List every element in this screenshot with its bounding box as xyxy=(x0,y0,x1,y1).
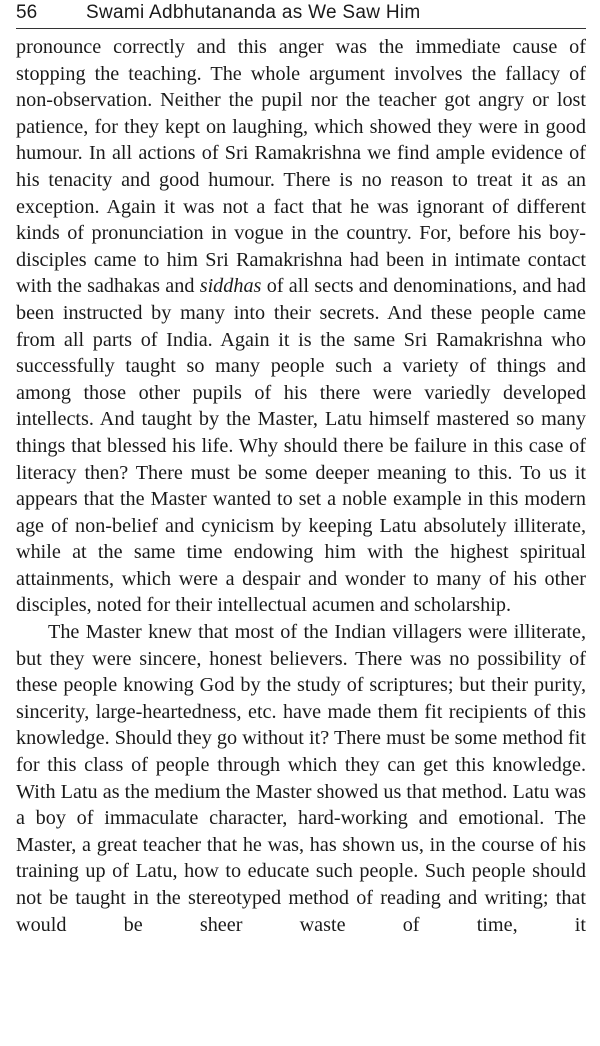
page-header xyxy=(16,0,586,29)
paragraph-text: of all sects and denominations, and had been instructed by many into their secrets. And these people came from all parts of India. Again it is the same Sri Ramakrishna who successfully taught so many people such a variety of things and among those other pupils of his there were variedly developed intellects. And taught by the Master, Latu himself mastered so many things that blessed his life. Why should there be failure in this case of literacy then? There must be some deeper meaning to this. To us it appears that the Master wanted to set a noble example in this modern age of non-belief and cynicism by keeping Latu absolutely illiterate, while at the same time endowing him with the highest spiritual attainments, which were a despair and wonder to many of his other disciples, noted for their intellectual acumen and scholarship. xyxy=(16,275,587,617)
body-text xyxy=(16,34,586,938)
paragraph xyxy=(16,619,586,938)
paragraph xyxy=(16,34,586,619)
page-number: 56 xyxy=(16,2,38,23)
paragraph-text: The Master knew that most of the Indian villagers were illiterate, but they were sincere, honest believers. There was no possibility of these people knowing God by the study of scriptures; but their purity, sincerity, large-heartedness, etc. have made them fit recipients of this knowledge. Should they go without it? There must be some method fit for this class of people through which they can get this knowledge. With Latu as the medium the Master showed us that method. Latu was a boy of immaculate character, hard-working and emotional. The Master, a great teacher that he was, has shown us, in the course of his training up of Latu, how to educate such people. Such people should not be taught in the stereotyped method of reading and writing; that would be sheer waste of time, it xyxy=(16,621,586,936)
paragraph-text: pronounce correctly and this anger was the immediate cause of stopping the teaching. The whole argument involves the fallacy of non-observation. Neither the pupil nor the teacher got angry or lost patience, for they kept on laughing, which showed they were in good humour. In all actions of Sri Ramakrishna we find ample evidence of his tenacity and good humour. There is no reason to treat it as an exception. Again it was not a fact that he was ignorant of different kinds of pronunciation in vogue in the country. For, before his boy-disciples came to him Sri Ramakrishna had been in intimate contact with the sadhakas and xyxy=(16,36,586,298)
italic-term: siddhas xyxy=(199,275,262,298)
running-title: Swami Adbhutananda as We Saw Him xyxy=(86,2,421,23)
